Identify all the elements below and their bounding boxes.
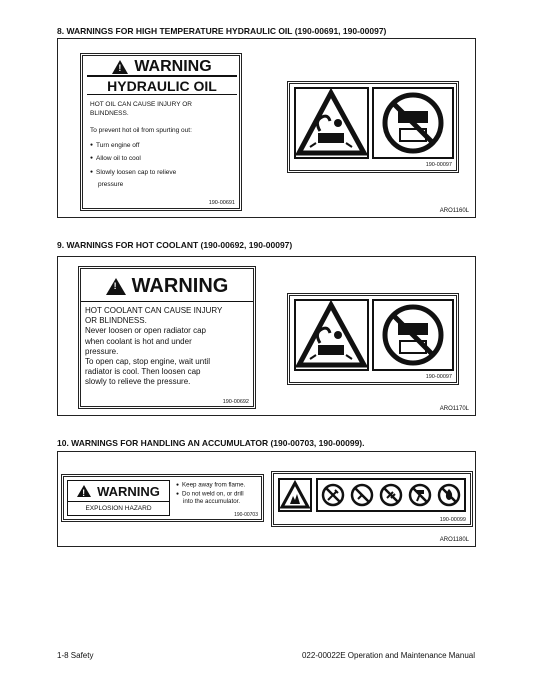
text-line: slowly to relieve the pressure. — [85, 377, 191, 387]
figure-frame-9 — [57, 256, 476, 416]
section-9-heading: 9. WARNINGS FOR HOT COOLANT (190-00692, 190-00097) — [57, 240, 293, 250]
hot-liquid-hazard-icon — [294, 299, 369, 371]
text-line: radiator is cool. Then loosen cap — [85, 367, 201, 377]
hazard-type: EXPLOSION HAZARD — [68, 501, 169, 515]
no-hammer-icon — [408, 483, 432, 507]
text-line: pressure. — [85, 346, 119, 356]
pictogram-label — [287, 81, 459, 173]
warning-header — [68, 483, 169, 499]
label-code: 190-00692 — [222, 399, 249, 405]
pictogram-code: 190-00097 — [425, 374, 452, 380]
warning-triangle-icon — [112, 60, 128, 74]
instruction-item: ● Slowly loosen cap to relieve — [90, 166, 176, 179]
figure-frame-8 — [57, 38, 476, 218]
footer-manual-title: 022-00022E Operation and Maintenance Manual — [301, 651, 475, 660]
intro-text: To prevent hot oil from spurting out: — [90, 127, 192, 134]
figure-frame-10 — [57, 451, 476, 547]
warning-header — [81, 272, 253, 302]
section-10-heading: 10. WARNINGS FOR HANDLING AN ACCUMULATOR (190-00703, 190-00099). — [57, 438, 365, 448]
coolant-warning-text — [85, 306, 222, 388]
hazard-line: BLINDNESS. — [90, 110, 129, 117]
pictogram-code: 190-00097 — [425, 162, 452, 168]
figure-ref: ARO1160L — [439, 208, 469, 214]
accumulator-pictogram — [271, 471, 473, 527]
instruction-item: ● Keep away from flame. — [176, 481, 245, 490]
text-line: OR BLINDNESS. — [85, 316, 147, 326]
accumulator-instructions — [176, 481, 245, 506]
hot-liquid-hazard-icon — [294, 87, 369, 159]
hazard-line: HOT OIL CAN CAUSE INJURY OR — [90, 101, 192, 108]
instruction-list — [90, 139, 176, 192]
no-open-cap-icon — [372, 299, 454, 371]
no-drill-icon — [350, 483, 374, 507]
label-subtitle: HYDRAULIC OIL — [87, 78, 237, 95]
hot-coolant-label — [78, 266, 256, 409]
accumulator-label — [61, 474, 264, 522]
warning-block — [67, 480, 170, 516]
text-line: when coolant is hot and under — [85, 336, 192, 346]
pictogram-label — [287, 293, 459, 385]
warning-title: WARNING — [134, 58, 212, 75]
no-welding-icon — [379, 483, 403, 507]
label-code: 190-00703 — [234, 512, 258, 518]
warning-triangle-icon — [106, 278, 126, 295]
figure-ref: ARO1170L — [439, 406, 469, 412]
no-tools-icon — [321, 483, 345, 507]
text-line: Never loosen or open radiator cap — [85, 326, 206, 336]
warning-title: WARNING — [97, 483, 160, 499]
warning-title: WARNING — [131, 275, 229, 297]
figure-ref: ARO1180L — [439, 537, 469, 543]
warning-header — [87, 59, 237, 77]
warning-triangle-icon — [77, 485, 91, 497]
no-flame-icon — [437, 483, 461, 507]
instruction-item: ● Do not weld on, or drill — [176, 490, 245, 499]
pictogram-code: 190-00099 — [439, 517, 466, 523]
text-line: HOT COOLANT CAN CAUSE INJURY — [85, 306, 223, 315]
explosion-hazard-icon — [278, 478, 312, 512]
prohibition-icons — [316, 478, 466, 512]
no-open-cap-icon — [372, 87, 454, 159]
instruction-item: ● Turn engine off — [90, 139, 176, 152]
instruction-item-continued: into the accumulator. — [183, 498, 241, 506]
hazard-text — [90, 100, 192, 118]
instruction-item: ● Allow oil to cool — [90, 152, 176, 165]
section-8-heading: 8. WARNINGS FOR HIGH TEMPERATURE HYDRAULIC OIL (190-00691, 190-00097) — [57, 26, 387, 36]
label-code: 190-00691 — [208, 200, 235, 206]
footer-page-label: 1-8 Safety — [57, 651, 94, 660]
text-line: To open cap, stop engine, wait until — [85, 357, 210, 367]
hydraulic-oil-label — [80, 53, 242, 211]
instruction-item-continued: pressure — [98, 181, 124, 189]
